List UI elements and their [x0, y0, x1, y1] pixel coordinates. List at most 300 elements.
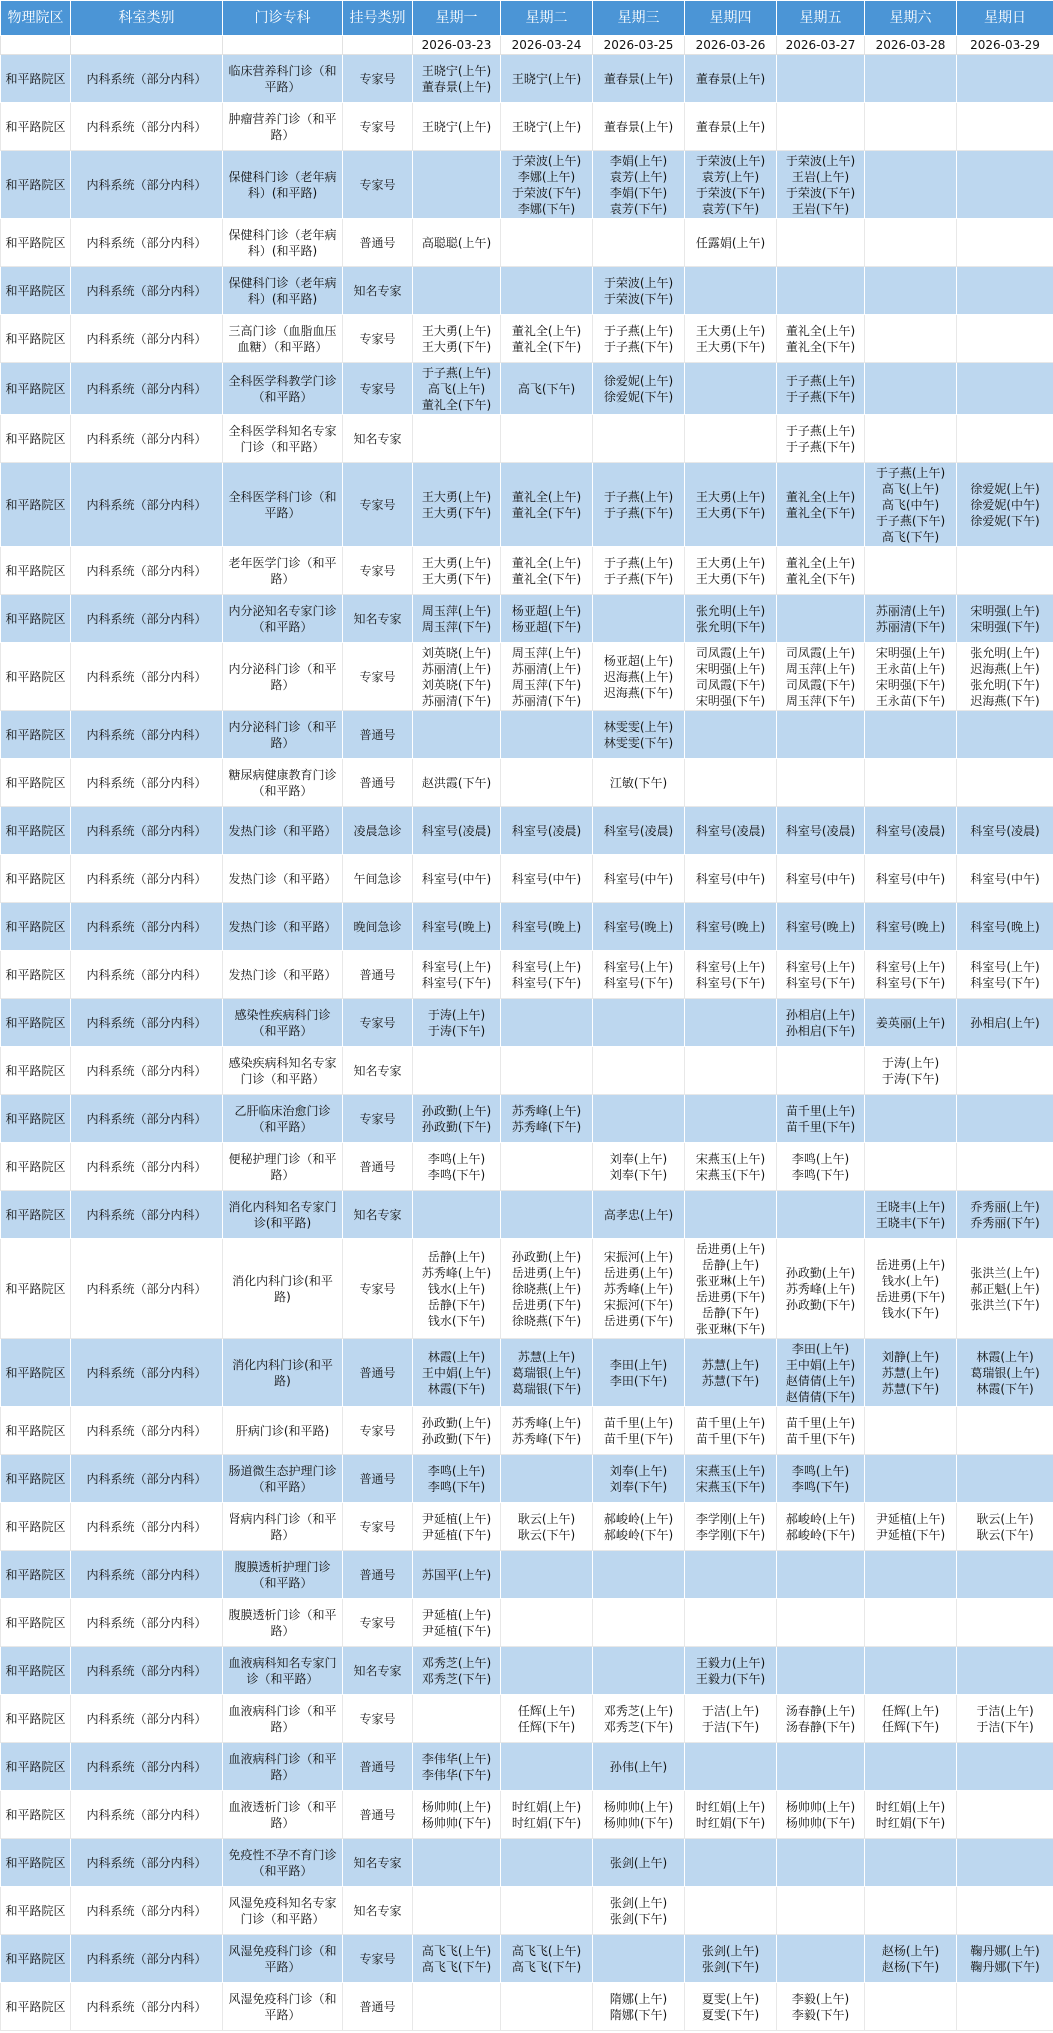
schedule-cell: 董礼全(上午) 董礼全(下午) — [777, 463, 865, 547]
table-row — [1, 547, 1053, 595]
registration-type-cell: 普通号 — [343, 1983, 413, 2031]
table-row — [1, 1407, 1053, 1455]
schedule-cell — [957, 1839, 1053, 1887]
schedule-cell: 科室号(晚上) — [593, 903, 685, 951]
campus-cell: 和平路院区 — [1, 999, 71, 1047]
schedule-cell — [957, 1551, 1053, 1599]
campus-cell: 和平路院区 — [1, 1143, 71, 1191]
specialty-cell: 消化内科门诊(和平路) — [223, 1339, 343, 1407]
registration-type-cell: 专家号 — [343, 1503, 413, 1551]
schedule-cell — [777, 1743, 865, 1791]
schedule-cell — [777, 1551, 865, 1599]
specialty-cell: 消化内科知名专家门诊(和平路) — [223, 1191, 343, 1239]
schedule-cell: 苏国平(上午) — [413, 1551, 501, 1599]
schedule-cell — [501, 1599, 593, 1647]
schedule-cell — [501, 1143, 593, 1191]
schedule-cell: 杨亚超(上午) 迟海燕(上午) 迟海燕(下午) — [593, 643, 685, 711]
schedule-cell: 周玉萍(上午) 周玉萍(下午) — [413, 595, 501, 643]
table-row — [1, 415, 1053, 463]
schedule-cell: 任辉(上午) 任辉(下午) — [865, 1695, 957, 1743]
column-header: 星期一 — [413, 1, 501, 36]
schedule-cell — [957, 1743, 1053, 1791]
schedule-cell — [501, 415, 593, 463]
registration-type-cell: 专家号 — [343, 315, 413, 363]
schedule-cell: 王大勇(上午) 王大勇(下午) — [685, 547, 777, 595]
column-header: 星期日 — [957, 1, 1053, 36]
schedule-cell — [685, 1887, 777, 1935]
schedule-cell: 董礼全(上午) 董礼全(下午) — [777, 547, 865, 595]
schedule-cell: 张允明(上午) 迟海燕(上午) 张允明(下午) 迟海燕(下午) — [957, 643, 1053, 711]
category-cell: 内科系统（部分内科） — [71, 1239, 223, 1339]
campus-cell: 和平路院区 — [1, 759, 71, 807]
table-row — [1, 1239, 1053, 1339]
campus-cell: 和平路院区 — [1, 1339, 71, 1407]
registration-type-cell: 普通号 — [343, 1791, 413, 1839]
schedule-cell: 尹延植(上午) 尹延植(下午) — [865, 1503, 957, 1551]
schedule-cell — [865, 415, 957, 463]
category-cell: 内科系统（部分内科） — [71, 267, 223, 315]
schedule-cell: 张剑(上午) 张剑(下午) — [593, 1887, 685, 1935]
schedule-cell: 于子燕(上午) 高飞(上午) 高飞(中午) 于子燕(下午) 高飞(下午) — [865, 463, 957, 547]
schedule-cell: 耿云(上午) 耿云(下午) — [501, 1503, 593, 1551]
specialty-cell: 肿瘤营养门诊（和平路） — [223, 103, 343, 151]
schedule-cell — [957, 415, 1053, 463]
schedule-cell: 王晓宁(上午) — [413, 103, 501, 151]
schedule-cell: 宋明强(上午) 王永苗(上午) 宋明强(下午) 王永苗(下午) — [865, 643, 957, 711]
schedule-cell — [685, 1047, 777, 1095]
category-cell: 内科系统（部分内科） — [71, 1647, 223, 1695]
category-cell: 内科系统（部分内科） — [71, 103, 223, 151]
schedule-cell: 隋娜(上午) 隋娜(下午) — [593, 1983, 685, 2031]
column-header: 科室类别 — [71, 1, 223, 36]
registration-type-cell: 普通号 — [343, 1455, 413, 1503]
schedule-cell: 董礼全(上午) 董礼全(下午) — [501, 315, 593, 363]
specialty-cell: 腹膜透析护理门诊（和平路） — [223, 1551, 343, 1599]
schedule-cell — [957, 315, 1053, 363]
schedule-cell: 高飞飞(上午) 高飞飞(下午) — [413, 1935, 501, 1983]
registration-type-cell: 普通号 — [343, 759, 413, 807]
registration-type-cell: 专家号 — [343, 1935, 413, 1983]
category-cell: 内科系统（部分内科） — [71, 363, 223, 415]
campus-cell: 和平路院区 — [1, 415, 71, 463]
schedule-cell — [865, 1551, 957, 1599]
specialty-cell: 肝病门诊(和平路) — [223, 1407, 343, 1455]
registration-type-cell: 专家号 — [343, 547, 413, 595]
registration-type-cell: 专家号 — [343, 1695, 413, 1743]
table-row — [1, 1743, 1053, 1791]
schedule-cell: 科室号(晚上) — [501, 903, 593, 951]
schedule-cell — [593, 415, 685, 463]
registration-type-cell: 晚间急诊 — [343, 903, 413, 951]
schedule-cell: 科室号(上午) 科室号(下午) — [777, 951, 865, 999]
schedule-cell: 苏丽清(上午) 苏丽清(下午) — [865, 595, 957, 643]
schedule-cell: 邓秀芝(上午) 邓秀芝(下午) — [593, 1695, 685, 1743]
registration-type-cell: 普通号 — [343, 219, 413, 267]
schedule-cell: 王大勇(上午) 王大勇(下午) — [685, 463, 777, 547]
category-cell: 内科系统（部分内科） — [71, 1143, 223, 1191]
registration-type-cell: 专家号 — [343, 463, 413, 547]
category-cell: 内科系统（部分内科） — [71, 1983, 223, 2031]
campus-cell: 和平路院区 — [1, 547, 71, 595]
schedule-cell: 科室号(中午) — [413, 855, 501, 903]
campus-cell: 和平路院区 — [1, 1887, 71, 1935]
category-cell: 内科系统（部分内科） — [71, 547, 223, 595]
specialty-cell: 血液病科门诊（和平路） — [223, 1743, 343, 1791]
specialty-cell: 全科医学科知名专家门诊（和平路） — [223, 415, 343, 463]
schedule-cell: 高聪聪(上午) — [413, 219, 501, 267]
schedule-cell: 王晓宁(上午) — [501, 55, 593, 103]
schedule-cell — [777, 103, 865, 151]
schedule-cell — [593, 1935, 685, 1983]
date-row — [1, 36, 1053, 55]
schedule-cell — [865, 1647, 957, 1695]
category-cell: 内科系统（部分内科） — [71, 1407, 223, 1455]
schedule-cell: 董春景(上午) — [593, 103, 685, 151]
registration-type-cell: 专家号 — [343, 55, 413, 103]
schedule-cell: 于子燕(上午) 于子燕(下午) — [777, 415, 865, 463]
schedule-cell: 于荣波(上午) 李娜(上午) 于荣波(下午) 李娜(下午) — [501, 151, 593, 219]
column-header: 星期五 — [777, 1, 865, 36]
schedule-cell — [957, 1887, 1053, 1935]
schedule-cell — [957, 547, 1053, 595]
schedule-cell — [865, 759, 957, 807]
registration-type-cell: 凌晨急诊 — [343, 807, 413, 855]
schedule-cell: 姜英丽(上午) — [865, 999, 957, 1047]
schedule-cell — [957, 1095, 1053, 1143]
schedule-cell — [865, 151, 957, 219]
schedule-cell: 于洁(上午) 于洁(下午) — [685, 1695, 777, 1743]
schedule-cell: 科室号(中午) — [777, 855, 865, 903]
schedule-cell: 科室号(上午) 科室号(下午) — [957, 951, 1053, 999]
registration-type-cell: 专家号 — [343, 1239, 413, 1339]
campus-cell: 和平路院区 — [1, 1647, 71, 1695]
schedule-cell — [685, 1743, 777, 1791]
registration-type-cell: 专家号 — [343, 1407, 413, 1455]
table-row — [1, 1983, 1053, 2031]
schedule-cell: 杨亚超(上午) 杨亚超(下午) — [501, 595, 593, 643]
schedule-cell — [957, 151, 1053, 219]
schedule-cell — [957, 103, 1053, 151]
schedule-cell: 时红娟(上午) 时红娟(下午) — [685, 1791, 777, 1839]
category-cell: 内科系统（部分内科） — [71, 1455, 223, 1503]
category-cell: 内科系统（部分内科） — [71, 1695, 223, 1743]
schedule-cell — [413, 267, 501, 315]
registration-type-cell: 专家号 — [343, 103, 413, 151]
schedule-cell: 刘静(上午) 苏慧(上午) 苏慧(下午) — [865, 1339, 957, 1407]
schedule-cell: 岳进勇(上午) 钱水(上午) 岳进勇(下午) 钱水(下午) — [865, 1239, 957, 1339]
column-header: 星期六 — [865, 1, 957, 36]
category-cell: 内科系统（部分内科） — [71, 595, 223, 643]
category-cell: 内科系统（部分内科） — [71, 759, 223, 807]
specialty-cell: 全科医学科教学门诊（和平路） — [223, 363, 343, 415]
schedule-cell: 李学刚(上午) 李学刚(下午) — [685, 1503, 777, 1551]
registration-type-cell: 知名专家 — [343, 415, 413, 463]
schedule-cell: 汤春静(上午) 汤春静(下午) — [777, 1695, 865, 1743]
schedule-cell — [865, 1839, 957, 1887]
category-cell: 内科系统（部分内科） — [71, 711, 223, 759]
schedule-cell — [865, 1599, 957, 1647]
campus-cell: 和平路院区 — [1, 1455, 71, 1503]
schedule-cell — [777, 595, 865, 643]
schedule-cell — [865, 1455, 957, 1503]
specialty-cell: 血液病科知名专家门诊（和平路） — [223, 1647, 343, 1695]
category-cell: 内科系统（部分内科） — [71, 1743, 223, 1791]
category-cell: 内科系统（部分内科） — [71, 415, 223, 463]
schedule-cell: 王大勇(上午) 王大勇(下午) — [413, 315, 501, 363]
schedule-cell: 孙相启(上午) 孙相启(下午) — [777, 999, 865, 1047]
table-row — [1, 1191, 1053, 1239]
table-row — [1, 759, 1053, 807]
schedule-cell: 林霞(上午) 葛瑞银(上午) 林霞(下午) — [957, 1339, 1053, 1407]
table-row — [1, 463, 1053, 547]
campus-cell: 和平路院区 — [1, 1239, 71, 1339]
schedule-cell: 高孝忠(上午) — [593, 1191, 685, 1239]
registration-type-cell: 专家号 — [343, 151, 413, 219]
schedule-cell — [957, 711, 1053, 759]
schedule-cell — [777, 55, 865, 103]
schedule-cell — [413, 1191, 501, 1239]
schedule-cell: 张洪兰(上午) 郝正魁(上午) 张洪兰(下午) — [957, 1239, 1053, 1339]
schedule-cell — [685, 759, 777, 807]
schedule-cell: 科室号(中午) — [957, 855, 1053, 903]
specialty-cell: 感染疾病科知名专家门诊（和平路） — [223, 1047, 343, 1095]
campus-cell: 和平路院区 — [1, 951, 71, 999]
schedule-cell: 科室号(凌晨) — [865, 807, 957, 855]
schedule-cell: 王晓宁(上午) — [501, 103, 593, 151]
campus-cell: 和平路院区 — [1, 903, 71, 951]
campus-cell: 和平路院区 — [1, 1095, 71, 1143]
schedule-cell — [685, 1095, 777, 1143]
schedule-cell — [501, 1647, 593, 1695]
schedule-cell: 王大勇(上午) 王大勇(下午) — [685, 315, 777, 363]
schedule-cell — [957, 1455, 1053, 1503]
schedule-cell: 李田(上午) 李田(下午) — [593, 1339, 685, 1407]
schedule-cell: 董春景(上午) — [685, 103, 777, 151]
schedule-cell: 时红娟(上午) 时红娟(下午) — [501, 1791, 593, 1839]
schedule-cell — [957, 1791, 1053, 1839]
schedule-cell: 孙相启(上午) — [957, 999, 1053, 1047]
schedule-cell — [865, 103, 957, 151]
schedule-cell: 于子燕(上午) 于子燕(下午) — [593, 315, 685, 363]
schedule-cell — [593, 999, 685, 1047]
schedule-cell — [957, 1983, 1053, 2031]
schedule-cell — [865, 1743, 957, 1791]
category-cell: 内科系统（部分内科） — [71, 1503, 223, 1551]
category-cell: 内科系统（部分内科） — [71, 315, 223, 363]
schedule-cell — [777, 759, 865, 807]
schedule-cell: 科室号(晚上) — [685, 903, 777, 951]
table-row — [1, 363, 1053, 415]
schedule-cell — [413, 711, 501, 759]
schedule-cell — [501, 1743, 593, 1791]
schedule-cell — [777, 1047, 865, 1095]
schedule-cell: 科室号(中午) — [501, 855, 593, 903]
specialty-cell: 全科医学科门诊（和平路） — [223, 463, 343, 547]
table-body — [1, 55, 1053, 2031]
registration-type-cell: 知名专家 — [343, 595, 413, 643]
category-cell: 内科系统（部分内科） — [71, 643, 223, 711]
schedule-cell — [413, 1047, 501, 1095]
specialty-cell: 腹膜透析门诊（和平路） — [223, 1599, 343, 1647]
table-header — [1, 1, 1053, 55]
schedule-cell: 李鸣(上午) 李鸣(下午) — [413, 1143, 501, 1191]
schedule-cell: 科室号(上午) 科室号(下午) — [501, 951, 593, 999]
schedule-cell — [685, 1551, 777, 1599]
schedule-cell: 王毅力(上午) 王毅力(下午) — [685, 1647, 777, 1695]
registration-type-cell: 知名专家 — [343, 267, 413, 315]
schedule-cell: 苏慧(上午) 苏慧(下午) — [685, 1339, 777, 1407]
campus-cell: 和平路院区 — [1, 1839, 71, 1887]
table-row — [1, 1647, 1053, 1695]
schedule-cell — [777, 1599, 865, 1647]
schedule-cell: 杨帅帅(上午) 杨帅帅(下午) — [777, 1791, 865, 1839]
table-row — [1, 1695, 1053, 1743]
table-row — [1, 1599, 1053, 1647]
schedule-cell: 任露娟(上午) — [685, 219, 777, 267]
category-cell: 内科系统（部分内科） — [71, 1839, 223, 1887]
schedule-cell: 任辉(上午) 任辉(下午) — [501, 1695, 593, 1743]
schedule-cell — [865, 55, 957, 103]
campus-cell: 和平路院区 — [1, 1935, 71, 1983]
schedule-cell: 李田(上午) 王中娟(上午) 赵倩倩(上午) 赵倩倩(下午) — [777, 1339, 865, 1407]
date-cell: 2026-03-24 — [501, 36, 593, 55]
schedule-cell — [593, 219, 685, 267]
header-row — [1, 1, 1053, 36]
schedule-cell: 李娟(上午) 袁芳(上午) 李娟(下午) 袁芳(下午) — [593, 151, 685, 219]
schedule-cell — [413, 415, 501, 463]
table-row — [1, 1455, 1053, 1503]
schedule-cell: 于荣波(上午) 于荣波(下午) — [593, 267, 685, 315]
schedule-cell: 刘英晓(上午) 苏丽清(上午) 刘英晓(下午) 苏丽清(下午) — [413, 643, 501, 711]
specialty-cell: 三高门诊（血脂血压血糖）（和平路） — [223, 315, 343, 363]
schedule-cell: 郝峻岭(上午) 郝峻岭(下午) — [777, 1503, 865, 1551]
schedule-cell — [865, 1143, 957, 1191]
registration-type-cell: 普通号 — [343, 1143, 413, 1191]
schedule-cell: 于荣波(上午) 袁芳(上午) 于荣波(下午) 袁芳(下午) — [685, 151, 777, 219]
specialty-cell: 感染性疾病科门诊（和平路） — [223, 999, 343, 1047]
campus-cell: 和平路院区 — [1, 55, 71, 103]
category-cell: 内科系统（部分内科） — [71, 219, 223, 267]
schedule-cell: 赵洪霞(下午) — [413, 759, 501, 807]
schedule-cell: 孙伟(上午) — [593, 1743, 685, 1791]
category-cell: 内科系统（部分内科） — [71, 1887, 223, 1935]
schedule-cell: 王晓宁(上午) 董春景(上午) — [413, 55, 501, 103]
schedule-cell: 苗千里(上午) 苗千里(下午) — [685, 1407, 777, 1455]
table-row — [1, 595, 1053, 643]
schedule-cell: 李伟华(上午) 李伟华(下午) — [413, 1743, 501, 1791]
date-spacer-cell — [71, 36, 223, 55]
category-cell: 内科系统（部分内科） — [71, 55, 223, 103]
schedule-cell: 尹延植(上午) 尹延植(下午) — [413, 1599, 501, 1647]
registration-type-cell: 普通号 — [343, 1551, 413, 1599]
schedule-cell: 江敏(下午) — [593, 759, 685, 807]
schedule-cell — [593, 595, 685, 643]
schedule-cell: 杨帅帅(上午) 杨帅帅(下午) — [593, 1791, 685, 1839]
date-spacer-cell — [223, 36, 343, 55]
campus-cell: 和平路院区 — [1, 1503, 71, 1551]
schedule-cell — [777, 1887, 865, 1935]
specialty-cell: 保健科门诊（老年病科）(和平路) — [223, 151, 343, 219]
column-header: 门诊专科 — [223, 1, 343, 36]
schedule-cell — [501, 1551, 593, 1599]
schedule-cell: 王晓丰(上午) 王晓丰(下午) — [865, 1191, 957, 1239]
schedule-cell: 郝峻岭(上午) 郝峻岭(下午) — [593, 1503, 685, 1551]
campus-cell: 和平路院区 — [1, 1695, 71, 1743]
schedule-cell — [685, 415, 777, 463]
date-cell: 2026-03-23 — [413, 36, 501, 55]
table-row — [1, 807, 1053, 855]
specialty-cell: 保健科门诊（老年病科）(和平路) — [223, 267, 343, 315]
schedule-cell: 宋振河(上午) 岳进勇(上午) 苏秀峰(上午) 宋振河(下午) 岳进勇(下午) — [593, 1239, 685, 1339]
campus-cell: 和平路院区 — [1, 1191, 71, 1239]
schedule-cell — [501, 1983, 593, 2031]
table-row — [1, 643, 1053, 711]
schedule-cell: 科室号(凌晨) — [413, 807, 501, 855]
registration-type-cell: 知名专家 — [343, 1191, 413, 1239]
campus-cell: 和平路院区 — [1, 1599, 71, 1647]
schedule-cell — [777, 219, 865, 267]
schedule-cell: 科室号(凌晨) — [957, 807, 1053, 855]
schedule-cell — [865, 315, 957, 363]
schedule-cell: 李鸣(上午) 李鸣(下午) — [413, 1455, 501, 1503]
schedule-cell — [501, 1455, 593, 1503]
schedule-cell — [593, 1599, 685, 1647]
date-cell: 2026-03-27 — [777, 36, 865, 55]
schedule-cell — [685, 999, 777, 1047]
schedule-cell: 于荣波(上午) 王岩(上午) 于荣波(下午) 王岩(下午) — [777, 151, 865, 219]
schedule-cell: 刘奉(上午) 刘奉(下午) — [593, 1455, 685, 1503]
schedule-cell — [593, 1095, 685, 1143]
category-cell: 内科系统（部分内科） — [71, 1191, 223, 1239]
specialty-cell: 肾病内科门诊（和平路） — [223, 1503, 343, 1551]
schedule-cell: 董礼全(上午) 董礼全(下午) — [501, 547, 593, 595]
schedule-cell — [593, 1551, 685, 1599]
registration-type-cell: 午间急诊 — [343, 855, 413, 903]
specialty-cell: 发热门诊（和平路） — [223, 951, 343, 999]
schedule-cell: 董春景(上午) — [593, 55, 685, 103]
category-cell: 内科系统（部分内科） — [71, 1935, 223, 1983]
specialty-cell: 消化内科门诊(和平路) — [223, 1239, 343, 1339]
table-row — [1, 103, 1053, 151]
schedule-cell — [777, 267, 865, 315]
schedule-cell — [865, 267, 957, 315]
schedule-cell: 林雯雯(上午) 林雯雯(下午) — [593, 711, 685, 759]
schedule-cell — [777, 711, 865, 759]
schedule-cell — [685, 1599, 777, 1647]
schedule-cell: 科室号(上午) 科室号(下午) — [685, 951, 777, 999]
schedule-cell — [501, 1047, 593, 1095]
schedule-cell: 李鸣(上午) 李鸣(下午) — [777, 1143, 865, 1191]
specialty-cell: 便秘护理门诊（和平路） — [223, 1143, 343, 1191]
schedule-cell: 科室号(中午) — [865, 855, 957, 903]
table-row — [1, 1839, 1053, 1887]
campus-cell: 和平路院区 — [1, 103, 71, 151]
column-header: 星期三 — [593, 1, 685, 36]
schedule-cell — [685, 1839, 777, 1887]
table-row — [1, 951, 1053, 999]
campus-cell: 和平路院区 — [1, 151, 71, 219]
date-cell: 2026-03-26 — [685, 36, 777, 55]
specialty-cell: 风湿免疫科门诊（和平路） — [223, 1935, 343, 1983]
schedule-cell — [865, 1983, 957, 2031]
schedule-cell: 高飞飞(上午) 高飞飞(下午) — [501, 1935, 593, 1983]
category-cell: 内科系统（部分内科） — [71, 1551, 223, 1599]
schedule-cell — [865, 1407, 957, 1455]
schedule-cell: 科室号(上午) 科室号(下午) — [865, 951, 957, 999]
campus-cell: 和平路院区 — [1, 315, 71, 363]
schedule-cell: 科室号(凌晨) — [593, 807, 685, 855]
schedule-cell: 王大勇(上午) 王大勇(下午) — [413, 547, 501, 595]
